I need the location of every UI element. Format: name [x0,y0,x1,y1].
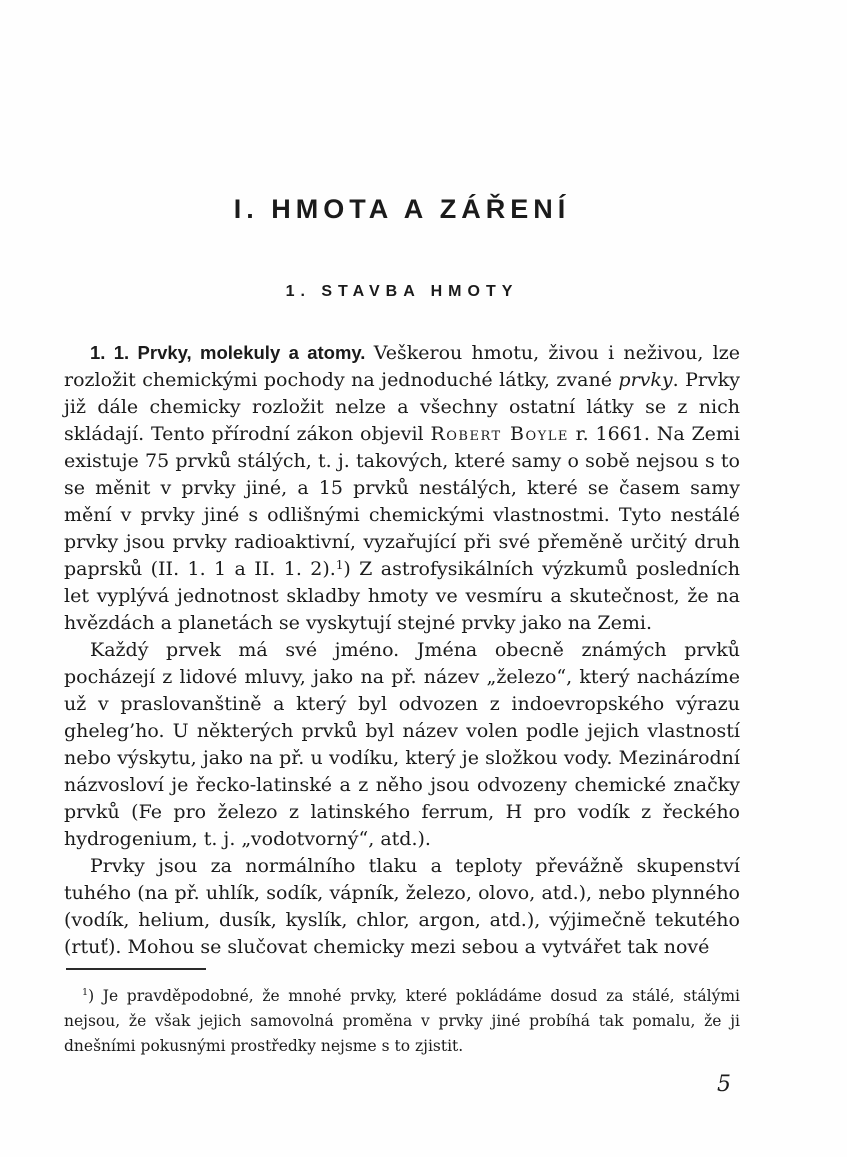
body-text [64,339,740,961]
footnote-separator-rule [66,968,206,970]
text-run-smallcaps: Robert Boyle [430,423,569,445]
footnote-text: ) Je pravděpodobné, že mnohé prvky, které pokládáme dosud za stálé, stálými nejsou, že však jejich samovolná proměna v prvky jiné probíhá tak pomalu, že ji dnešními pokusnými prostředky nejsme s to zjistit. [64,987,740,1055]
footnote-marker: 1 [82,987,89,998]
paragraph-3 [64,853,740,961]
text-run: Prvky jsou za normálního tlaku a teploty převážně skupenství tuhého (na př. uhlík, sodík, vápník, železo, olovo, atd.), nebo plynného (vodík, helium, dusík, kyslík, chlor, argon, atd.), výjimečně tekutého (rtuť). Mohou se slučovat chemicky mezi sebou a vytvářet tak nové [64,855,740,958]
text-run-italic: prvky [618,369,673,391]
paragraph-2 [64,637,740,853]
paragraph-1-lead-in: 1. 1. Prvky, molekuly a atomy. [90,342,374,363]
text-run: r. 1661. Na Zemi existuje 75 prvků stálých, t. j. takových, které samy o sobě nejsou s to se měnit v prvky jiné, a 15 prvků nestálých, které se časem samy mění v prvky jiné s odlišnými chemickými vlastnostmi. Tyto nestálé prvky jsou prvky radioaktivní, vyzařující při své přeměně určitý druh paprsků (II. 1. 1 a II. 1. 2). [64,423,740,580]
paragraph-1 [64,339,740,637]
chapter-title: I. HMOTA A ZÁŘENÍ [233,194,571,224]
footnote-reference: 1 [335,558,344,572]
footnote [64,984,740,1059]
text-run: ) Z astrofysikálních výzkumů posledních let vyplývá jednotnost skladby hmoty ve vesmíru a skutečnost, že na hvězdách a planetách se vyskytují stejné prvky jako na Zemi. [64,558,740,634]
text-run: Každý prvek má své jméno. Jména obecně známých prvků pocházejí z lidové mluvy, jako na př. název „železo“, který nacházíme už v praslovanštině a který byl odvozen z indoevropského výrazu gheleg’ho. U některých prvků byl název volen podle jejich vlastností nebo výskytu, jako na př. u vodíku, který je složkou vody. Mezinárodní názvosloví je řecko-latinské a z něho jsou odvozeny chemické značky prvků (Fe pro železo z latinského ferrum, H pro vodík z řeckého hydrogenium, t. j. „vodotvorný“, atd.). [64,639,740,850]
text-run: . Prvky již dále chemicky rozložit nelze a všechny ostatní látky se z nich skládají. Tento přírodní zákon objevil [64,369,740,445]
text-run: Veškerou hmotu, živou i neživou, lze rozložit chemickými pochody na jednoduché látky, zvané [64,342,740,391]
section-heading: 1. STAVBA HMOTY [285,283,519,300]
page-number: 5 [717,1072,731,1097]
